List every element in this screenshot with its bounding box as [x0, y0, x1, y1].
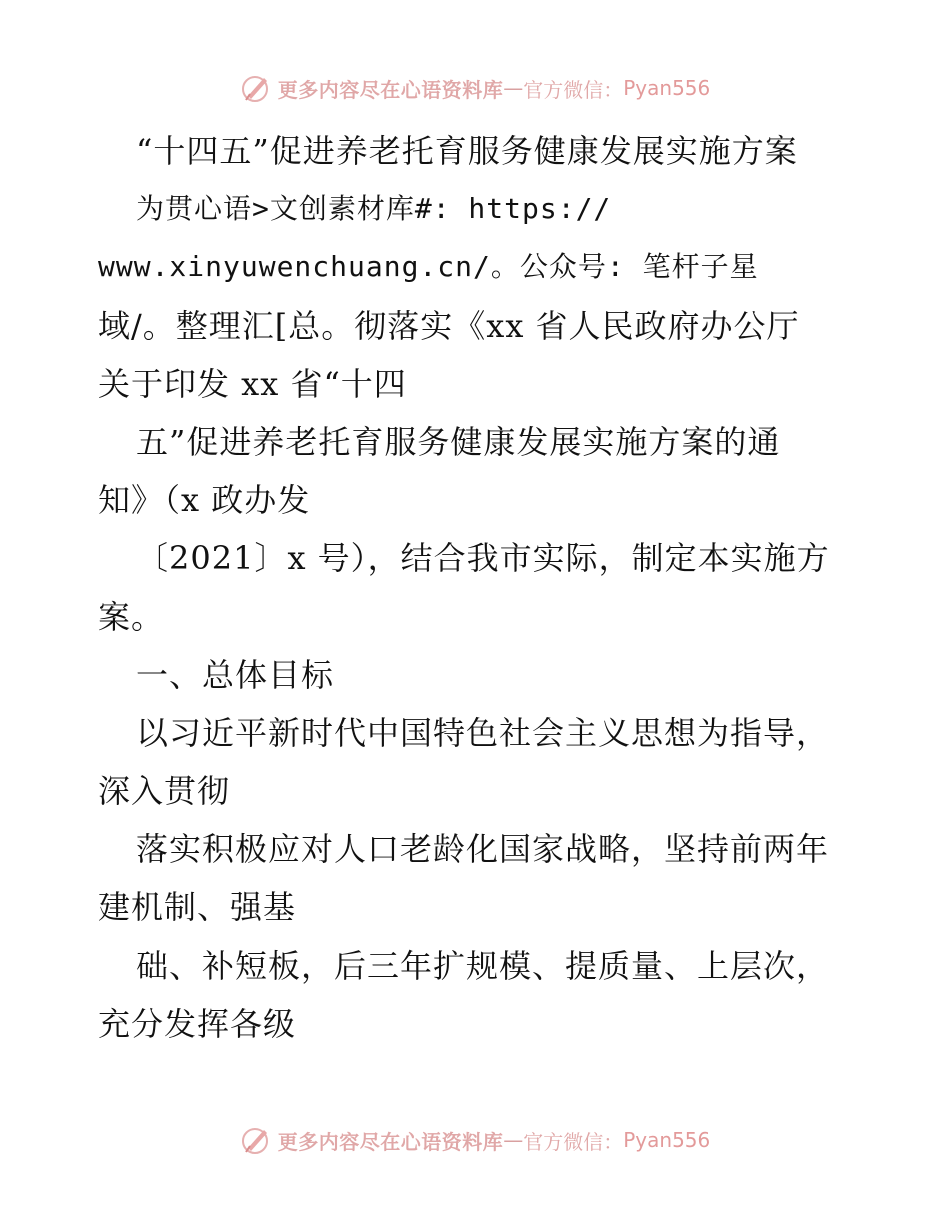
text-line: 建机制、强基 — [98, 888, 297, 927]
watermark-dash: — — [503, 76, 524, 100]
document-title: “十四五”促进养老托育服务健康发展实施方案 — [136, 132, 798, 170]
document-body — [98, 122, 858, 1053]
text-line: 〔2021〕x 号），结合我市实际，制定本实施方 — [136, 539, 830, 578]
text-line: 充分发挥各级 — [98, 1004, 297, 1043]
quill-logo-icon — [240, 72, 272, 104]
watermark-header — [0, 72, 950, 104]
text-line: 深入贯彻 — [98, 772, 231, 811]
text-line: 落实积极应对人口老龄化国家战略，坚持前两年 — [136, 830, 830, 869]
watermark-id: Pyan556 — [623, 76, 711, 100]
text-line: 以习近平新时代中国特色社会主义思想为指导， — [136, 713, 830, 752]
text-line: 案。 — [98, 597, 165, 636]
text-line: 为贯心语>文创素材库#: https:// — [136, 192, 612, 226]
watermark-dash: — — [503, 1128, 524, 1152]
text-line: 知》（x 政办发 — [98, 481, 311, 520]
watermark-label: 官方微信： — [523, 77, 624, 102]
text-line: 础、补短板，后三年扩规模、提质量、上层次， — [136, 946, 830, 985]
watermark-main-text: 更多内容尽在心语资料库 — [277, 1129, 504, 1154]
watermark-main-text: 更多内容尽在心语资料库 — [277, 77, 504, 102]
text-line: 关于印发 xx 省“十四 — [98, 364, 407, 403]
watermark-footer — [0, 1124, 950, 1156]
text-line: 五”促进养老托育服务健康发展实施方案的通 — [136, 422, 781, 461]
watermark-id: Pyan556 — [623, 1128, 711, 1152]
quill-logo-icon — [240, 1124, 272, 1156]
text-line: 域/。整理汇[总。彻落实《xx 省人民政府办公厅 — [98, 306, 800, 345]
watermark-label: 官方微信： — [523, 1129, 624, 1154]
section-heading: 一、总体目标 — [136, 655, 335, 694]
text-line: www.xinyuwenchuang.cn/。公众号: 笔杆子星 — [98, 250, 759, 284]
